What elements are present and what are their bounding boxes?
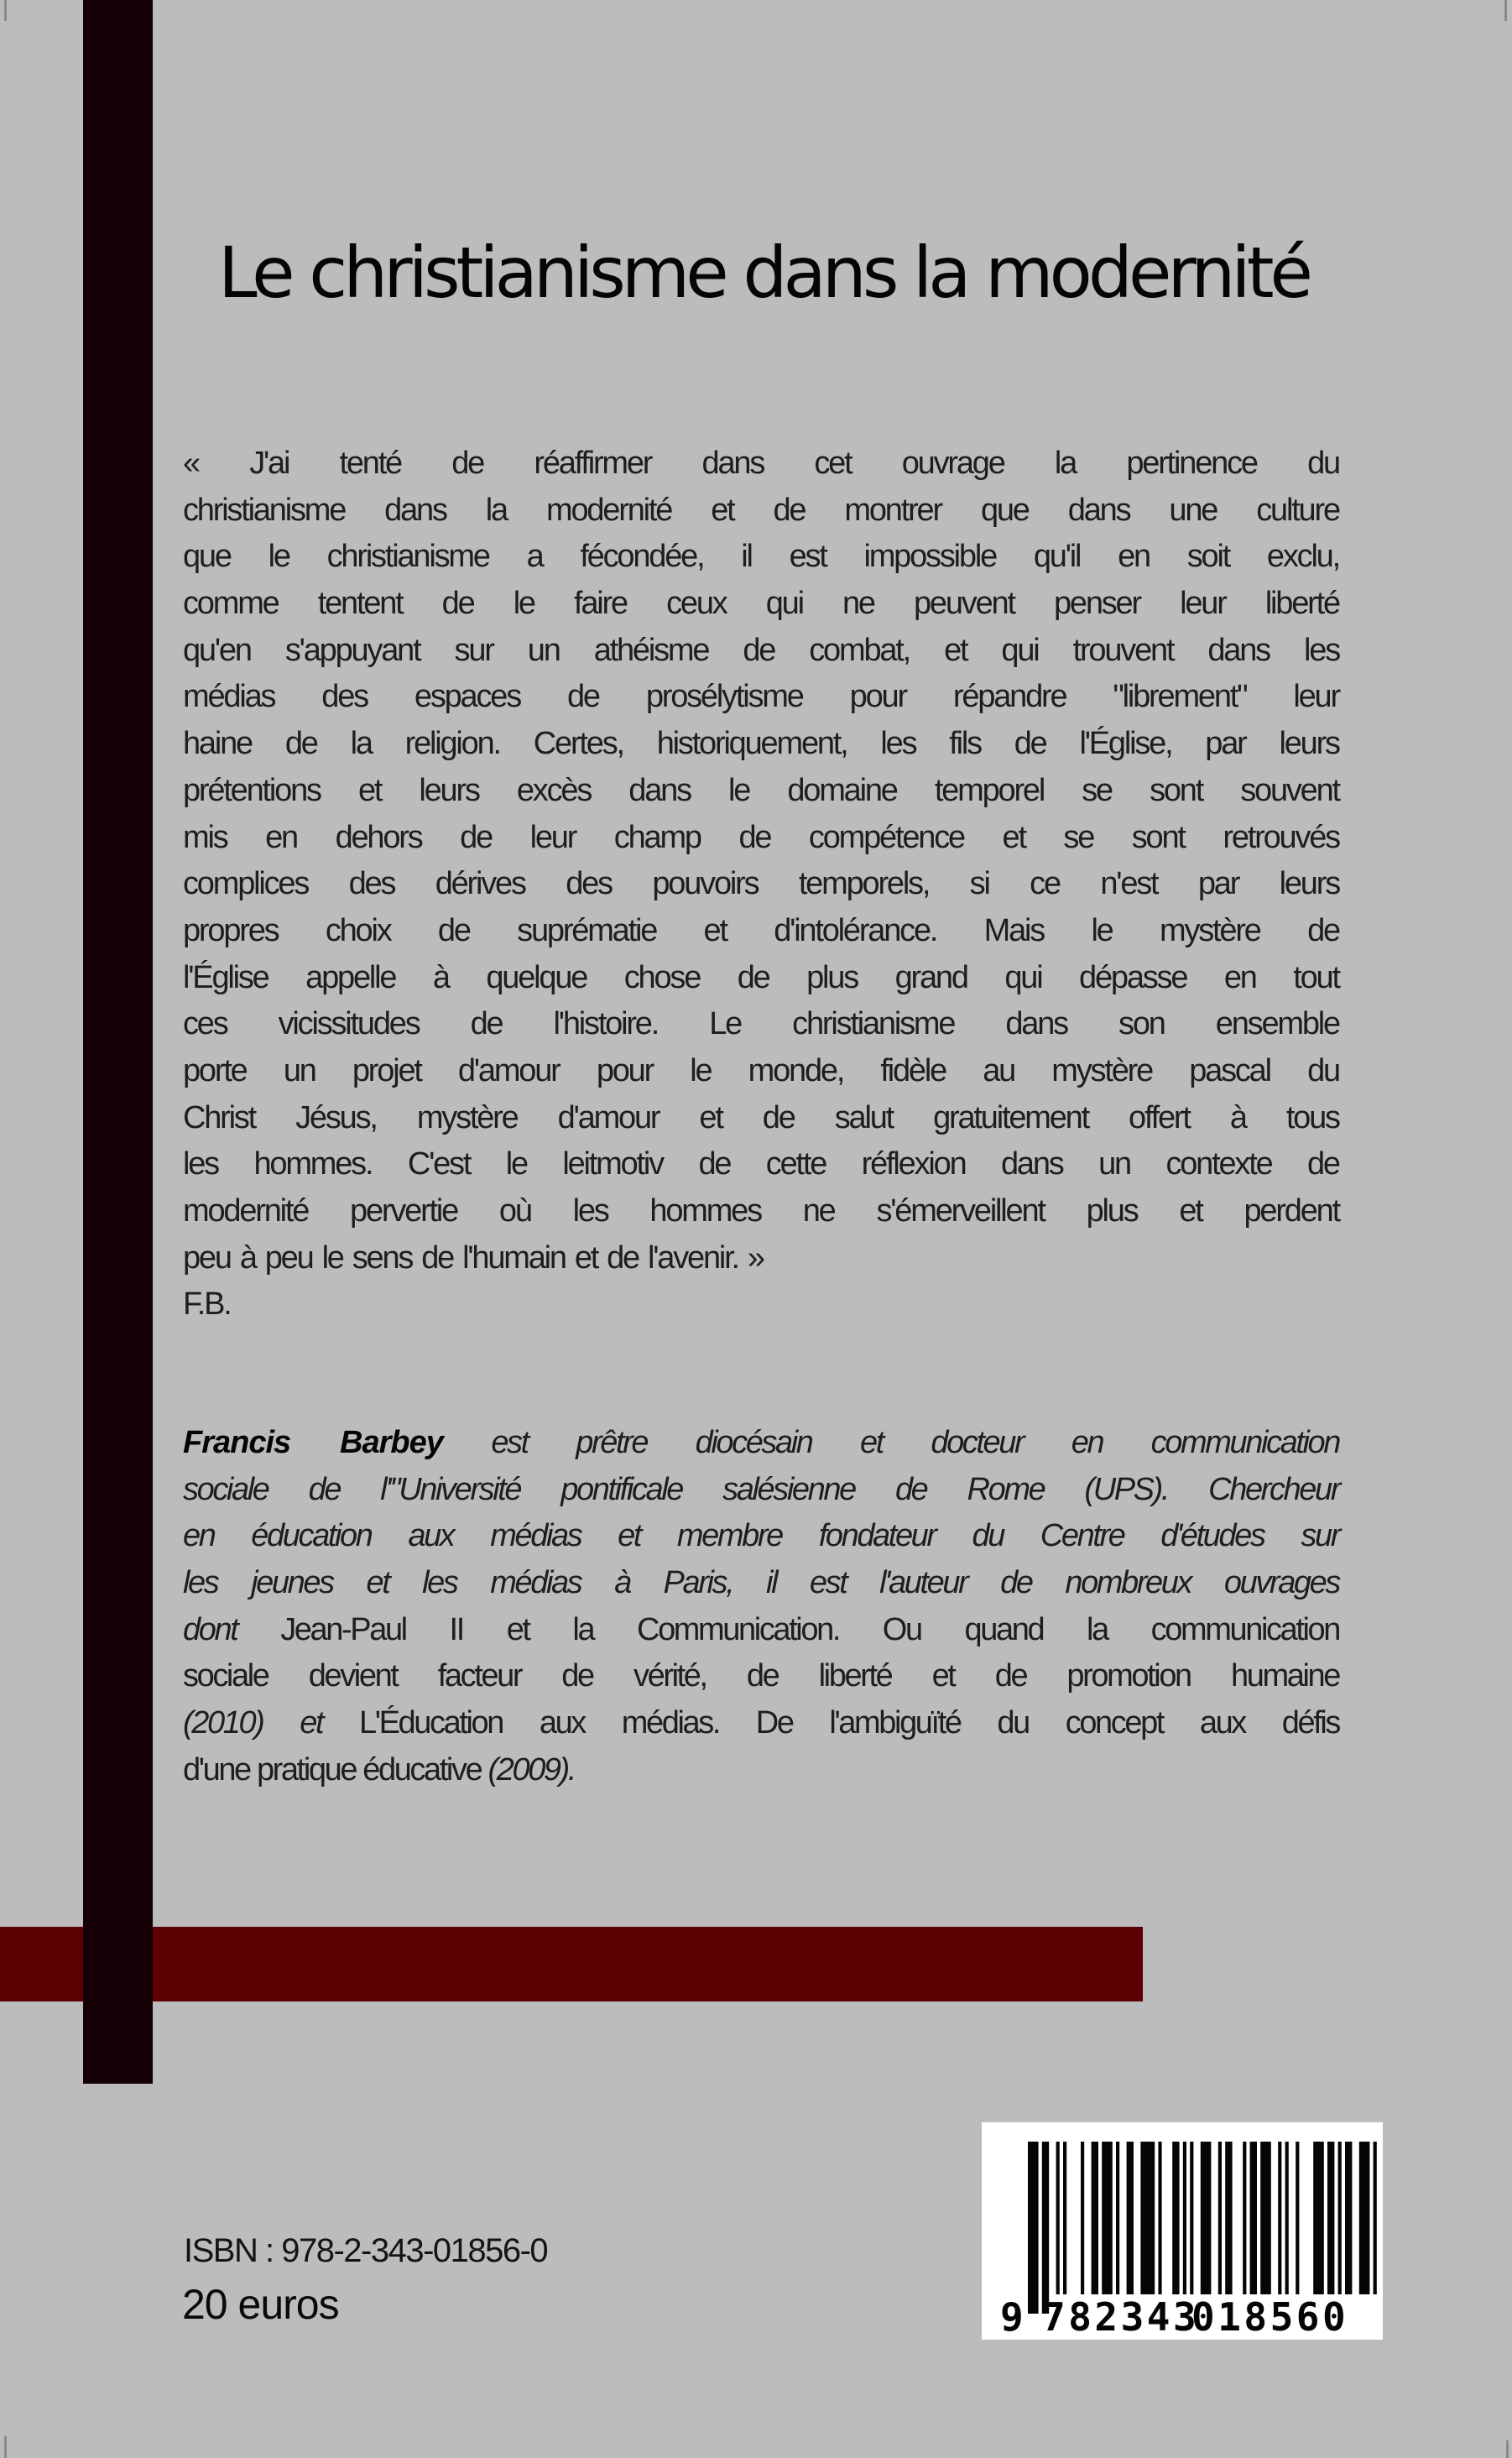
quote-line: complices des dérives des pouvoirs temporels, si ce n'est par leurs [183,866,1339,902]
bio-line [183,1560,1339,1607]
bio-line [183,1653,1339,1700]
quote-line: haine de la religion. Certes, historiquement, les fils de l'Église, par leurs [183,726,1339,762]
back-cover-quote [183,441,1339,1328]
quote-line: médias des espaces de prosélytisme pour répandre "librement" leur [183,679,1339,715]
bio-line-author [183,1420,1339,1467]
quote-line: l'Église appelle à quelque chose de plus grand qui dépasse en tout [183,959,1339,995]
quote-signature: F.B. [183,1286,231,1323]
horizontal-decorative-bar [0,1927,1143,2001]
quote-line: propres choix de suprématie et d'intolérance. Mais le mystère de [183,912,1339,948]
author-biography [183,1420,1339,1794]
barcode-digits-left: 782343 [1042,2294,1200,2340]
crop-mark-top-left [4,0,7,21]
barcode-graphic [1028,2142,1383,2314]
quote-line: ces vicissitudes de l'histoire. Le christianisme dans son ensemble [183,1006,1339,1042]
author-name: Francis Barbey [183,1425,443,1460]
quote-line: les hommes. C'est le leitmotiv de cette réflexion dans un contexte de [183,1146,1339,1182]
quote-line: christianisme dans la modernité et de montrer que dans une culture [183,492,1339,528]
quote-line: modernité pervertie où les hommes ne s'émerveillent plus et perdent [183,1193,1339,1229]
bio-line [183,1467,1339,1514]
quote-line: qu'en s'appuyant sur un athéisme de combat, et qui trouvent dans les [183,632,1339,668]
bio-text-italic: est prêtre diocésain et docteur en communication [442,1425,1340,1460]
crop-mark-bottom-right [1506,2440,1509,2458]
book-title-reference: d'une pratique éducative [183,1751,488,1787]
quote-line: « J'ai tenté de réaffirmer dans cet ouvrage la pertinence du [183,446,1339,481]
crop-mark-top-right [1504,0,1507,21]
bio-text-italic: dont [183,1611,281,1647]
quote-line: peu à peu le sens de l'humain et de l'avenir. » [183,1239,764,1276]
quote-line: Christ Jésus, mystère d'amour et de salut gratuitement offert à tous [183,1099,1339,1135]
book-title-text: Le christianisme dans la modernité [218,232,1309,314]
quote-line: comme tentent de le faire ceux qui ne peuvent penser leur liberté [183,586,1339,622]
bio-line [183,1607,1339,1654]
barcode-digits-right: 018560 [1191,2294,1349,2340]
vertical-decorative-bar [83,0,153,2084]
bio-text-italic: (2010) et [183,1705,359,1741]
barcode-digits [982,2294,1383,2338]
book-title-reference: L'Éducation aux médias. De l'ambiguïté du concept aux défis [359,1705,1340,1741]
barcode-digit-first: 9 [1000,2294,1027,2340]
bio-line [183,1513,1339,1560]
bio-line [183,1747,1339,1794]
book-title [218,227,1309,319]
bio-text-italic: les jeunes et les médias à Paris, il est l'auteur de nombreux ouvrages [183,1565,1339,1601]
quote-line: porte un projet d'amour pour le monde, fidèle au mystère pascal du [183,1052,1339,1088]
bio-text-italic: sociale de l'"Université pontificale salésienne de Rome (UPS). Chercheur [183,1471,1339,1507]
price: 20 euros [182,2281,339,2328]
quote-line: prétentions et leurs excès dans le domaine temporel se sont souvent [183,772,1339,808]
bio-line [183,1700,1339,1747]
book-title-reference: sociale devient facteur de vérité, de liberté et de promotion humaine [183,1658,1339,1694]
book-title-reference: Jean-Paul II et la Communication. Ou quand la communication [280,1611,1339,1647]
bio-text-italic: (2009). [487,1751,576,1787]
barcode-bars [1028,2142,1383,2294]
isbn-barcode [982,2122,1383,2340]
isbn-number: ISBN : 978-2-343-01856-0 [184,2232,548,2269]
quote-line: que le christianisme a fécondée, il est impossible qu'il en soit exclu, [183,539,1339,575]
bio-text-italic: en éducation aux médias et membre fondateur du Centre d'études sur [183,1518,1339,1554]
quote-line: mis en dehors de leur champ de compétence et se sont retrouvés [183,819,1339,855]
crop-mark-bottom-left [4,2436,7,2458]
